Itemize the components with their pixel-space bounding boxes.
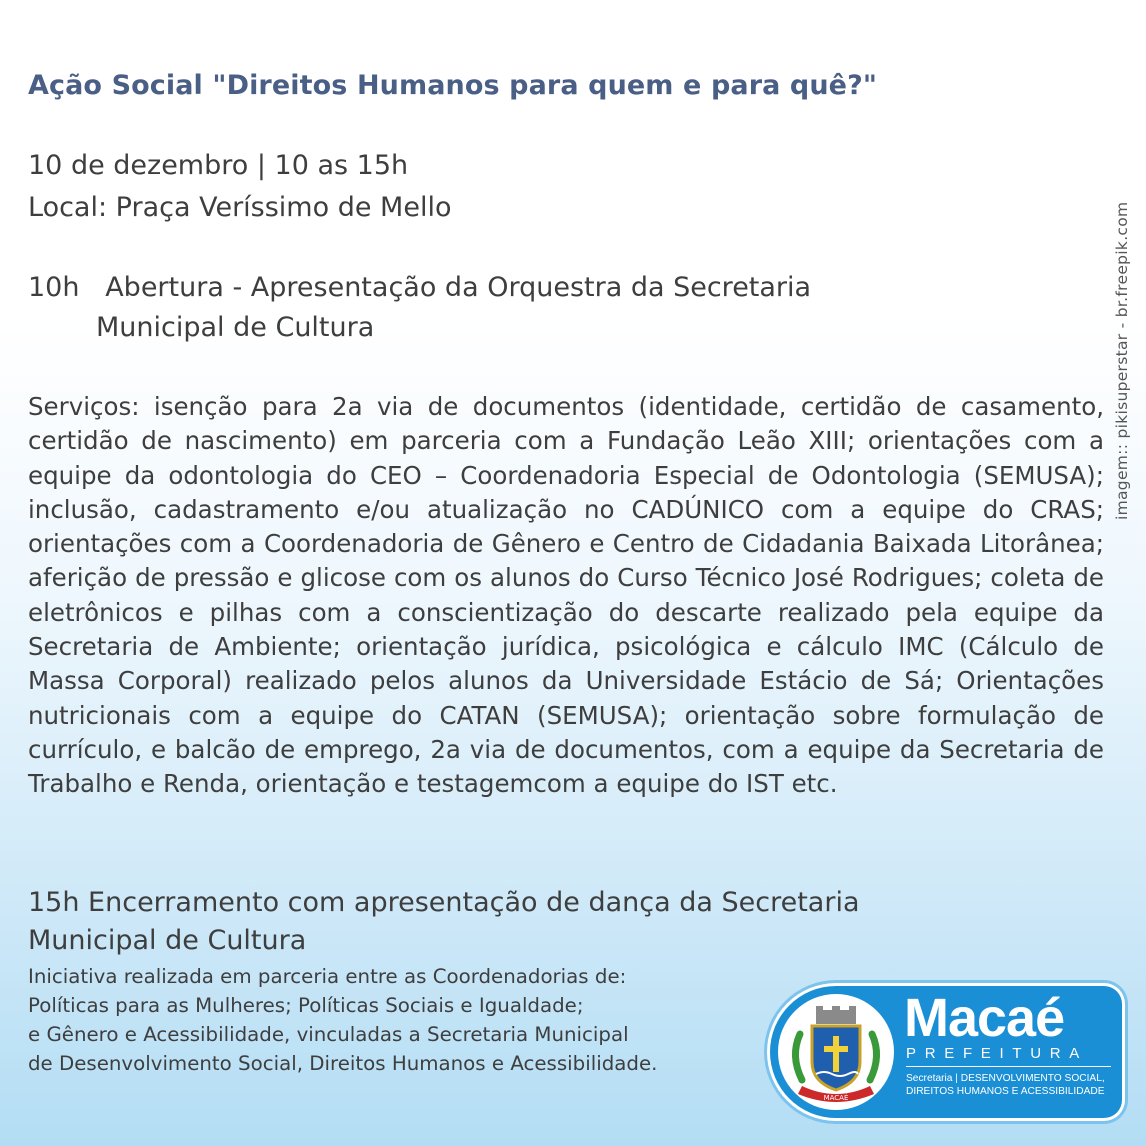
initiative-line: de Desenvolvimento Social, Direitos Humanos e Acessibilidade. — [28, 1052, 658, 1075]
prefeitura-logo — [770, 986, 1122, 1118]
logo-secretaria-line: DIREITOS HUMANOS E ACESSIBILIDADE — [906, 1086, 1105, 1097]
coat-of-arms — [778, 994, 894, 1110]
logo-subtitle: PREFEITURA — [906, 1045, 1089, 1062]
initiative-line: Políticas para as Mulheres; Políticas Sociais e Igualdade; — [28, 994, 584, 1017]
crest-icon — [778, 994, 894, 1110]
logo-secretaria-line: Secretaria | DESENVOLVIMENTO SOCIAL, — [906, 1073, 1105, 1084]
logo-secretaria — [906, 1072, 1116, 1098]
closing-block — [28, 884, 860, 960]
event-location: Local: Praça Veríssimo de Mello — [28, 192, 452, 223]
opening-line-continued: Municipal de Cultura — [96, 312, 375, 343]
opening-line: 10h Abertura - Apresentação da Orquestra da Secretaria — [28, 272, 812, 303]
initiative-note — [28, 962, 657, 1078]
closing-line: 15h Encerramento com apresentação de dança da Secretaria — [28, 887, 860, 918]
event-title: Ação Social "Direitos Humanos para quem e para quê?" — [28, 70, 878, 101]
logo-divider — [906, 1066, 1111, 1067]
event-date: 10 de dezembro | 10 as 15h — [28, 150, 409, 181]
crest-ribbon-text: MACAÉ — [823, 1094, 849, 1102]
image-credit: imagem:: pikisuperstar - br.freepik.com — [1113, 201, 1131, 520]
initiative-line: e Gênero e Acessibilidade, vinculadas a Secretaria Municipal — [28, 1023, 629, 1046]
services-paragraph: Serviços: isenção para 2a via de documentos (identidade, certidão de casamento, certidão de nascimento) em parceria com a Fundação Leão XIII; orientações com a equipe da odontologia do CEO – Coordenadoria Especial de Odontologia (SEMUSA); inclusão, cadastramento e/ou atualização no CADÚNICO com a equipe do CRAS; orientações com a Coordenadoria de Gênero e Centro de Cidadania Baixada Litorânea; aferição de pressão e glicose com os alunos do Curso Técnico José Rodrigues; coleta de eletrônicos e pilhas com a conscientização do descarte realizado pela equipe da Secretaria de Ambiente; orientação jurídica, psicológica e cálculo IMC (Cálculo de Massa Corporal) realizado pelos alunos da Universidade Estácio de Sá; Orientações nutricionais com a equipe do CATAN (SEMUSA); orientação sobre formulação de currículo, e balcão de emprego, 2a via de documentos, com a equipe da Secretaria de Trabalho e Renda, orientação e testagemcom a equipe do IST etc. — [28, 392, 1104, 799]
logo-name: Macaé — [904, 988, 1065, 1048]
initiative-line: Iniciativa realizada em parceria entre as Coordenadorias de: — [28, 965, 627, 988]
closing-line-continued: Municipal de Cultura — [28, 925, 307, 956]
